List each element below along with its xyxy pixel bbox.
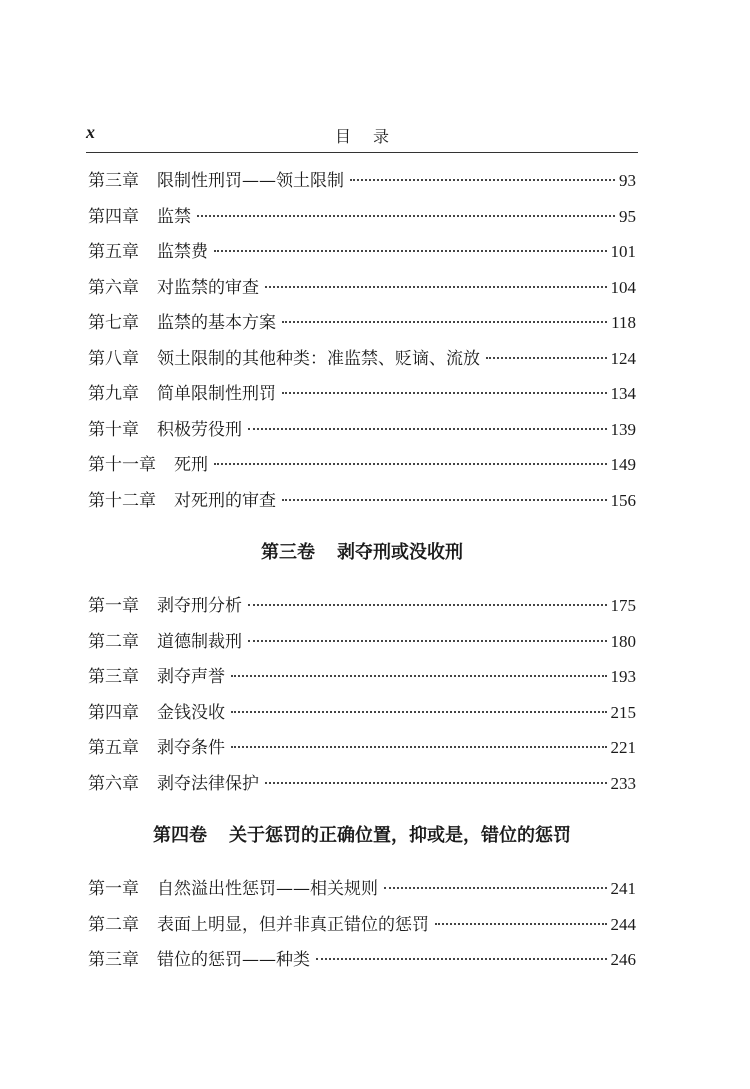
header-page-number: x <box>86 122 95 142</box>
chapter-title: 对监禁的审查 <box>157 277 259 298</box>
dot-leader <box>231 711 607 713</box>
toc-entry[interactable] <box>88 910 636 946</box>
toc-entry[interactable] <box>88 273 636 309</box>
chapter-number: 第六章 <box>88 277 139 298</box>
toc-entry[interactable] <box>88 344 636 380</box>
table-of-contents <box>88 166 636 981</box>
dot-leader <box>316 958 607 960</box>
toc-entry[interactable] <box>88 486 636 522</box>
toc-entry[interactable] <box>88 769 636 805</box>
chapter-number: 第一章 <box>88 596 139 616</box>
dot-leader <box>265 782 607 784</box>
chapter-number: 第十二章 <box>88 490 156 511</box>
dot-leader <box>248 604 607 606</box>
toc-entry[interactable] <box>88 450 636 486</box>
chapter-number: 第七章 <box>88 313 139 333</box>
dot-leader <box>231 675 607 677</box>
chapter-title: 监禁 <box>157 206 191 227</box>
toc-entry[interactable] <box>88 379 636 415</box>
chapter-number: 第八章 <box>88 348 139 369</box>
toc-entry[interactable] <box>88 733 636 769</box>
dot-leader <box>282 392 607 394</box>
dot-leader <box>197 215 615 217</box>
dot-leader <box>486 357 607 359</box>
chapter-number: 第五章 <box>88 242 139 262</box>
page-number: 95 <box>619 206 636 226</box>
toc-entry[interactable] <box>88 308 636 344</box>
toc-entry[interactable] <box>88 166 636 202</box>
chapter-number: 第一章 <box>88 879 139 899</box>
page-number: 246 <box>610 950 636 969</box>
toc-entry[interactable] <box>88 662 636 698</box>
chapter-title: 监禁费 <box>157 242 208 262</box>
volume-heading <box>88 535 636 571</box>
page-number: 180 <box>610 631 636 651</box>
chapter-number: 第五章 <box>88 738 139 758</box>
page-number: 193 <box>610 667 636 686</box>
chapter-title: 限制性刑罚——领土限制 <box>157 171 344 191</box>
chapter-title: 道德制裁刑 <box>157 631 242 652</box>
toc-entry[interactable] <box>88 874 636 910</box>
dot-leader <box>384 887 607 889</box>
chapter-title: 剥夺刑分析 <box>157 596 242 616</box>
dot-leader <box>248 640 607 642</box>
toc-entry[interactable] <box>88 237 636 273</box>
page-number: 241 <box>610 879 636 898</box>
page-number: 104 <box>610 277 636 297</box>
page-number: 118 <box>611 313 636 332</box>
page-number: 149 <box>610 455 636 474</box>
page-number: 215 <box>610 702 636 722</box>
dot-leader <box>282 321 607 323</box>
volume-title: 关于惩罚的正确位置，抑或是，错位的惩罚 <box>229 825 571 846</box>
chapter-number: 第三章 <box>88 667 139 687</box>
chapter-title: 对死刑的审查 <box>174 490 276 511</box>
toc-entry[interactable] <box>88 591 636 627</box>
chapter-number: 第二章 <box>88 631 139 652</box>
chapter-title: 自然溢出性惩罚——相关规则 <box>157 879 378 899</box>
chapter-title: 简单限制性刑罚 <box>157 384 276 404</box>
dot-leader <box>231 746 607 748</box>
toc-entry[interactable] <box>88 698 636 734</box>
toc-entry[interactable] <box>88 415 636 451</box>
dot-leader <box>214 250 607 252</box>
chapter-number: 第四章 <box>88 702 139 723</box>
running-header <box>86 116 638 153</box>
chapter-title: 剥夺条件 <box>157 738 225 758</box>
volume-heading <box>88 818 636 854</box>
chapter-title: 监禁的基本方案 <box>157 313 276 333</box>
chapter-number: 第十一章 <box>88 455 156 475</box>
page-number: 156 <box>610 490 636 510</box>
chapter-title: 金钱没收 <box>157 702 225 723</box>
chapter-title: 死刑 <box>174 455 208 475</box>
volume-number: 第三卷 <box>261 542 315 563</box>
chapter-title: 领土限制的其他种类：准监禁、贬谪、流放 <box>157 348 480 369</box>
page-number: 233 <box>610 773 636 793</box>
chapter-number: 第二章 <box>88 914 139 935</box>
chapter-number: 第六章 <box>88 773 139 794</box>
chapter-number: 第三章 <box>88 950 139 970</box>
toc-entry[interactable] <box>88 202 636 238</box>
dot-leader <box>282 499 607 501</box>
volume-title: 剥夺刑或没收刑 <box>337 542 463 563</box>
dot-leader <box>435 923 607 925</box>
toc-entry[interactable] <box>88 945 636 981</box>
page-number: 93 <box>619 171 636 190</box>
dot-leader <box>214 463 607 465</box>
page-number: 244 <box>610 914 636 934</box>
page-number: 175 <box>610 596 636 615</box>
dot-leader <box>350 179 615 181</box>
page-number: 221 <box>610 738 636 757</box>
page-number: 124 <box>610 348 636 368</box>
page-number: 101 <box>610 242 636 261</box>
volume-number: 第四卷 <box>153 825 207 846</box>
chapter-number: 第四章 <box>88 206 139 227</box>
dot-leader <box>248 428 607 430</box>
chapter-number: 第九章 <box>88 384 139 404</box>
dot-leader <box>265 286 607 288</box>
chapter-number: 第三章 <box>88 171 139 191</box>
chapter-title: 表面上明显，但并非真正错位的惩罚 <box>157 914 429 935</box>
chapter-title: 错位的惩罚——种类 <box>157 950 310 970</box>
chapter-title: 积极劳役刑 <box>157 419 242 440</box>
toc-entry[interactable] <box>88 627 636 663</box>
chapter-number: 第十章 <box>88 419 139 440</box>
page-number: 139 <box>610 419 636 439</box>
page-number: 134 <box>610 384 636 403</box>
chapter-title: 剥夺法律保护 <box>157 773 259 794</box>
header-title: 目录 <box>334 127 411 146</box>
chapter-title: 剥夺声誉 <box>157 667 225 687</box>
